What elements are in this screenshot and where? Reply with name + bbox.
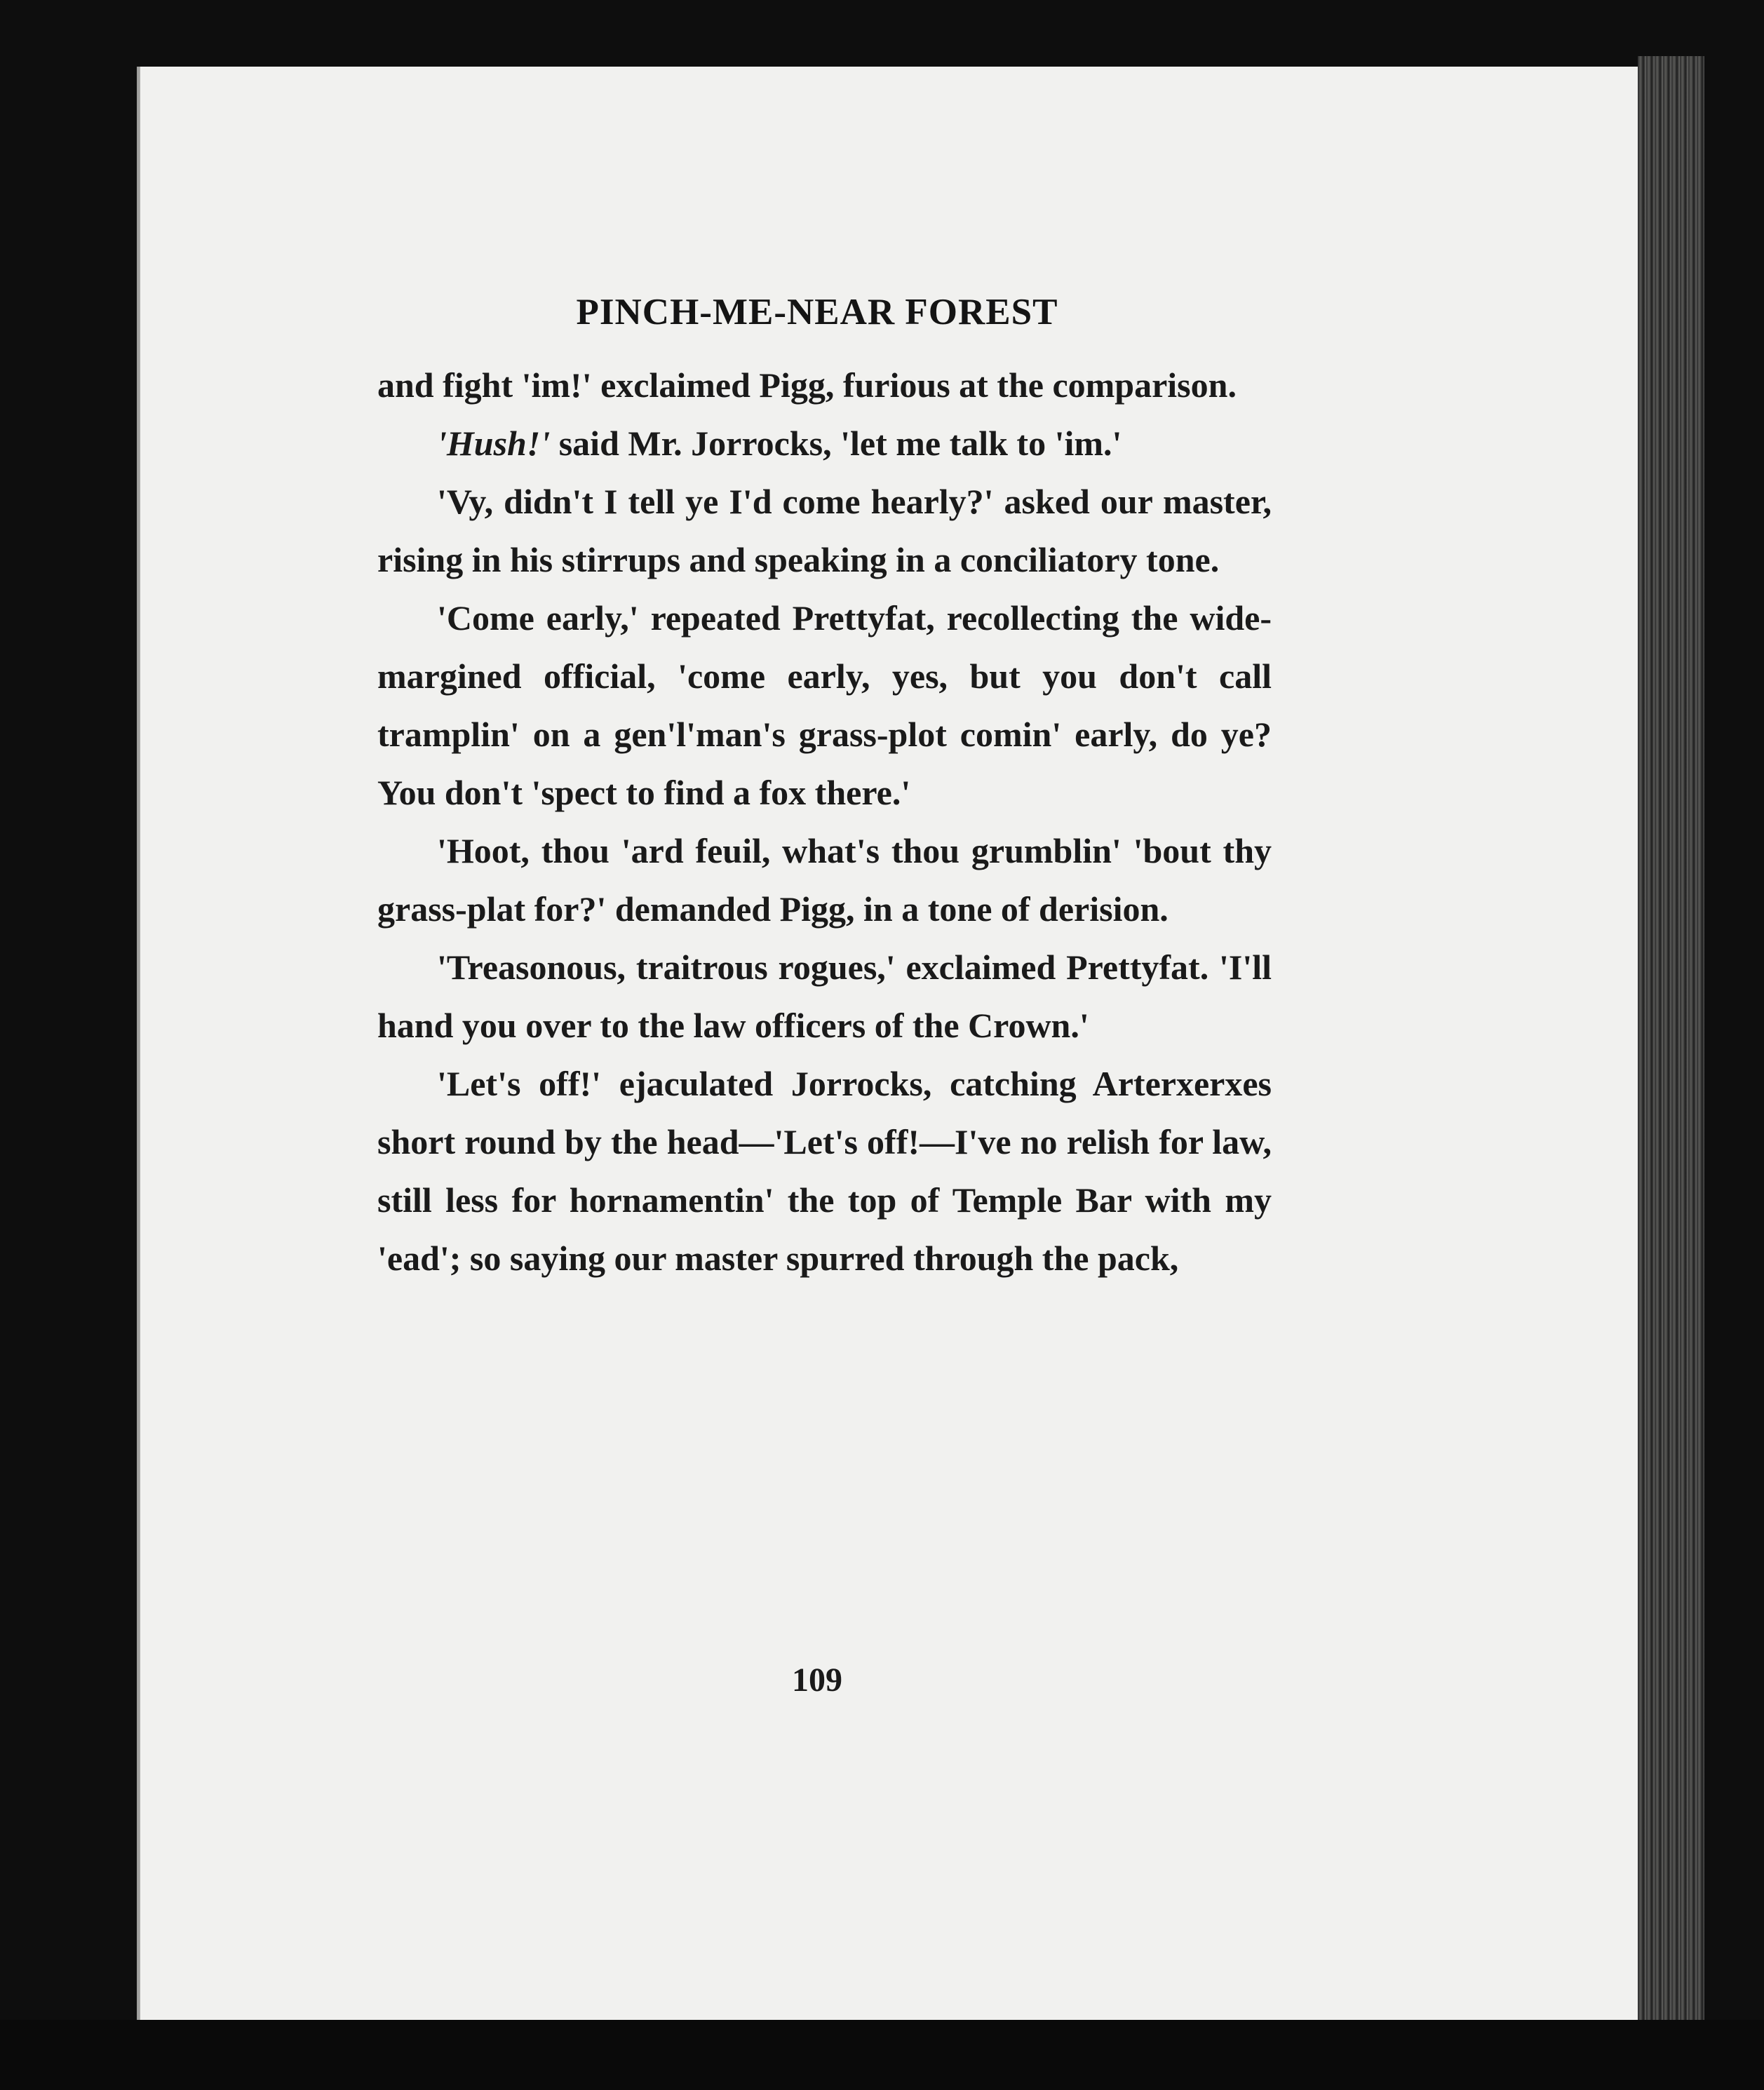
italic-speech: 'Hush!' — [437, 424, 551, 463]
paragraph: 'Treasonous, traitrous rogues,' exclaimed Prettyfat. 'I'll hand you over to the law officers of the Crown.' — [377, 948, 1272, 1045]
paragraph: 'Let's off!' ejaculated Jorrocks, catching Arterxerxes short round by the head—'Let's off!—I've no relish for law, still less for hornamentin' the top of Temple Bar with my 'ead'; so saying our master spurred through the pack, — [377, 1064, 1272, 1278]
paragraph: 'Vy, didn't I tell ye I'd come hearly?' asked our master, rising in his stirrups and speaking in a conciliatory tone. — [377, 482, 1272, 579]
paragraph: and fight 'im!' exclaimed Pigg, furious at the comparison. — [377, 365, 1237, 405]
running-head: PINCH-ME-NEAR FOREST — [576, 292, 1058, 332]
page-edges — [1638, 56, 1704, 2041]
paragraph — [377, 414, 1272, 473]
page-number: 109 — [792, 1661, 842, 1699]
body-text — [377, 356, 1272, 1288]
paragraph: 'Hoot, thou 'ard feuil, what's thou grumblin' 'bout thy grass-plat for?' demanded Pigg, in a tone of derision. — [377, 831, 1272, 929]
paragraph: 'Come early,' repeated Prettyfat, recollecting the wide-margined official, 'come early, yes, but you don't call tramplin' on a gen'l'man's grass-plot comin' early, do ye? You don't 'spect to find a fox there.' — [377, 598, 1272, 812]
paragraph-text: said Mr. Jorrocks, 'let me talk to 'im.' — [550, 424, 1122, 463]
scan-bottom-border — [0, 2020, 1764, 2090]
